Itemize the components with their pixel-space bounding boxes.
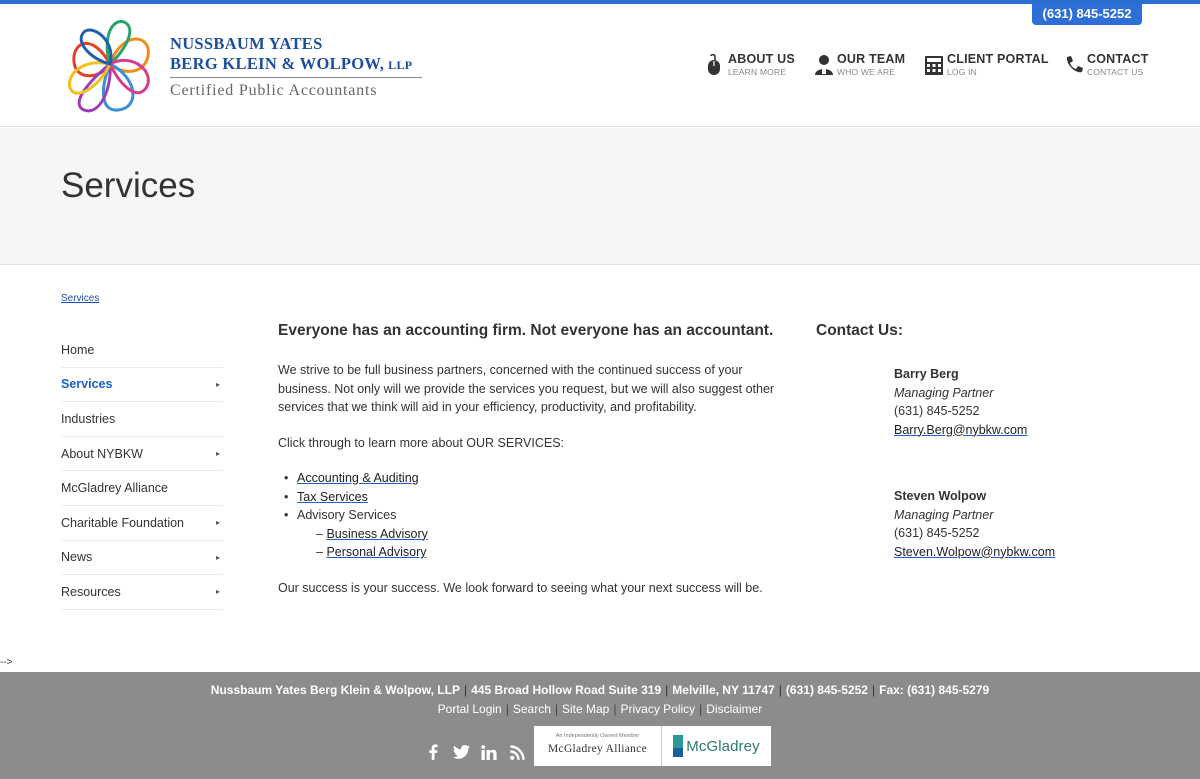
logo-llp: LLP bbox=[388, 58, 413, 72]
mouse-icon bbox=[705, 54, 725, 76]
sub-dash: – bbox=[316, 545, 327, 559]
mcgladrey-alliance-logo bbox=[534, 726, 662, 766]
nav-about-us-sub: LEARN MORE bbox=[728, 67, 787, 77]
link-personal-advisory[interactable]: Personal Advisory bbox=[326, 545, 427, 559]
list-item bbox=[297, 469, 778, 488]
nav-contact-title: CONTACT bbox=[1087, 52, 1149, 66]
list-item bbox=[297, 543, 778, 562]
intro-paragraph: We strive to be full business partners, concerned with the continued success of your business. Not only will we provide the services you request, but we will also suggest other services that we think will aid in your efficiency, productivity, and profitability. bbox=[278, 363, 775, 414]
services-list bbox=[278, 469, 778, 562]
link-business-advisory[interactable]: Business Advisory bbox=[326, 526, 428, 541]
firm-logo[interactable] bbox=[62, 12, 434, 118]
footer-separator: | bbox=[778, 683, 782, 697]
nav-contact[interactable] bbox=[1064, 52, 1149, 77]
sidebar-item-label: Charitable Foundation bbox=[61, 515, 184, 530]
footer-separator: | bbox=[699, 702, 703, 716]
sidebar-item-about[interactable] bbox=[61, 437, 223, 472]
sidebar-item-label: About NYBKW bbox=[61, 446, 143, 461]
footer-separator: | bbox=[554, 702, 558, 716]
list-item bbox=[297, 525, 778, 544]
sidebar-item-label: Services bbox=[61, 377, 113, 392]
advisory-services-label: Advisory Services bbox=[297, 508, 397, 522]
footer-address: 445 Broad Hollow Road Suite 319 bbox=[471, 683, 662, 697]
sidebar-item-mcgladrey[interactable] bbox=[61, 471, 223, 506]
site-header bbox=[0, 4, 1200, 127]
nav-contact-sub: CONTACT US bbox=[1087, 67, 1144, 77]
contact-role: Managing Partner bbox=[894, 507, 994, 522]
footer-separator: | bbox=[505, 702, 509, 716]
logo-name-line1: NUSSBAUM YATES bbox=[170, 34, 323, 53]
contact-phone: (631) 845-5252 bbox=[894, 526, 980, 540]
mcgladrey-mark-icon bbox=[673, 735, 683, 757]
sidebar-item-label: Home bbox=[61, 342, 95, 357]
footer-separator: | bbox=[665, 683, 669, 697]
list-item bbox=[297, 488, 778, 507]
mcgladrey-badge[interactable] bbox=[534, 726, 771, 766]
main-heading: Everyone has an accounting firm. Not everyone has an accountant. bbox=[278, 322, 774, 339]
footer-firm-name: Nussbaum Yates Berg Klein & Wolpow, LLP bbox=[210, 683, 460, 697]
footer-phone: (631) 845-5252 bbox=[785, 683, 868, 697]
mcgladrey-member-note: An Independently Owned Member bbox=[555, 733, 640, 739]
chevron-right-icon[interactable]: ▸ bbox=[215, 552, 220, 562]
nav-client-portal[interactable] bbox=[924, 52, 1049, 77]
contact-name: Barry Berg bbox=[894, 367, 959, 381]
sidebar-item-label: McGladrey Alliance bbox=[61, 481, 168, 496]
contact-card bbox=[894, 365, 1116, 439]
stray-comment-text: --> bbox=[0, 657, 13, 668]
phone-icon bbox=[1064, 54, 1084, 76]
social-links bbox=[424, 743, 526, 761]
chevron-right-icon[interactable]: ▸ bbox=[215, 518, 220, 528]
mcgladrey-brand-text: McGladrey bbox=[686, 737, 760, 755]
footer-city: Melville, NY 11747 bbox=[672, 683, 775, 697]
sidebar-item-charitable[interactable] bbox=[61, 506, 223, 541]
footer-link-search[interactable]: Search bbox=[512, 702, 551, 716]
logo-name-line2-text: BERG KLEIN & WOLPOW, bbox=[170, 54, 385, 73]
footer-link-disclaimer[interactable]: Disclaimer bbox=[706, 702, 763, 716]
sidebar-item-news[interactable] bbox=[61, 541, 223, 576]
contact-phone: (631) 845-5252 bbox=[894, 404, 980, 418]
facebook-icon[interactable] bbox=[424, 743, 442, 761]
nav-about-us-title: ABOUT US bbox=[728, 52, 795, 66]
rss-icon[interactable] bbox=[508, 743, 526, 761]
logo-name-line2 bbox=[170, 54, 412, 74]
link-tax-services[interactable]: Tax Services bbox=[297, 489, 368, 504]
chevron-right-icon[interactable]: ▸ bbox=[215, 379, 220, 389]
sidebar-item-industries[interactable] bbox=[61, 402, 223, 437]
nav-about-us[interactable] bbox=[705, 52, 795, 77]
contact-role: Managing Partner bbox=[894, 385, 994, 400]
contact-name: Steven Wolpow bbox=[894, 489, 987, 503]
footer-link-site-map[interactable]: Site Map bbox=[562, 702, 610, 716]
services-intro: Click through to learn more about OUR SERVICES: bbox=[278, 435, 565, 450]
footer-separator: | bbox=[463, 683, 468, 697]
nav-our-team-title: OUR TEAM bbox=[837, 52, 906, 66]
link-accounting-auditing[interactable]: Accounting & Auditing bbox=[297, 471, 419, 485]
linkedin-icon[interactable] bbox=[480, 743, 498, 761]
sidebar-item-label: Industries bbox=[61, 411, 116, 426]
chevron-right-icon[interactable]: ▸ bbox=[215, 449, 220, 459]
contact-card bbox=[894, 487, 1116, 561]
contact-email-link[interactable]: Barry.Berg@nybkw.com bbox=[894, 422, 1028, 437]
sidebar-item-resources[interactable] bbox=[61, 575, 223, 610]
nav-client-portal-sub: LOG IN bbox=[947, 67, 978, 77]
sidebar-item-home[interactable] bbox=[61, 333, 223, 368]
footer-links bbox=[0, 702, 1200, 716]
list-item bbox=[297, 506, 778, 525]
chevron-right-icon[interactable]: ▸ bbox=[215, 587, 220, 597]
calculator-icon bbox=[924, 54, 944, 76]
footer-link-privacy-policy[interactable]: Privacy Policy bbox=[620, 702, 696, 716]
footer-address-line bbox=[0, 683, 1200, 697]
page-title: Services bbox=[61, 166, 196, 205]
nav-client-portal-title: CLIENT PORTAL bbox=[947, 52, 1049, 66]
site-footer bbox=[0, 672, 1200, 779]
contact-panel bbox=[816, 321, 1116, 609]
logo-flower-icon bbox=[62, 12, 160, 116]
sub-dash: – bbox=[316, 526, 327, 541]
page-banner bbox=[0, 128, 1200, 265]
footer-separator: | bbox=[613, 702, 617, 716]
footer-separator: | bbox=[871, 683, 876, 697]
closing-paragraph: Our success is your success. We look forward to seeing what your next success will be. bbox=[278, 580, 763, 595]
sidebar-nav bbox=[61, 333, 223, 610]
sidebar-item-services[interactable] bbox=[61, 368, 223, 403]
footer-fax: Fax: (631) 845-5279 bbox=[879, 683, 990, 697]
header-phone-tab[interactable]: (631) 845-5252 bbox=[1032, 4, 1142, 25]
sidebar-item-label: News bbox=[61, 550, 93, 565]
footer-link-portal-login[interactable]: Portal Login bbox=[437, 702, 502, 716]
mcgladrey-logo bbox=[662, 726, 771, 766]
sidebar-item-label: Resources bbox=[61, 584, 121, 599]
logo-divider bbox=[170, 77, 422, 78]
twitter-icon[interactable] bbox=[452, 743, 470, 761]
contact-email-link[interactable]: Steven.Wolpow@nybkw.com bbox=[894, 544, 1056, 559]
nav-our-team-sub: WHO WE ARE bbox=[837, 67, 896, 77]
logo-tagline: Certified Public Accountants bbox=[170, 82, 378, 99]
person-icon bbox=[814, 54, 834, 76]
contact-heading: Contact Us: bbox=[816, 322, 903, 339]
mcgladrey-alliance-text: McGladrey Alliance bbox=[548, 743, 647, 755]
breadcrumb-services[interactable]: Services bbox=[61, 293, 100, 304]
main-content bbox=[278, 321, 778, 614]
nav-our-team[interactable] bbox=[814, 52, 905, 77]
